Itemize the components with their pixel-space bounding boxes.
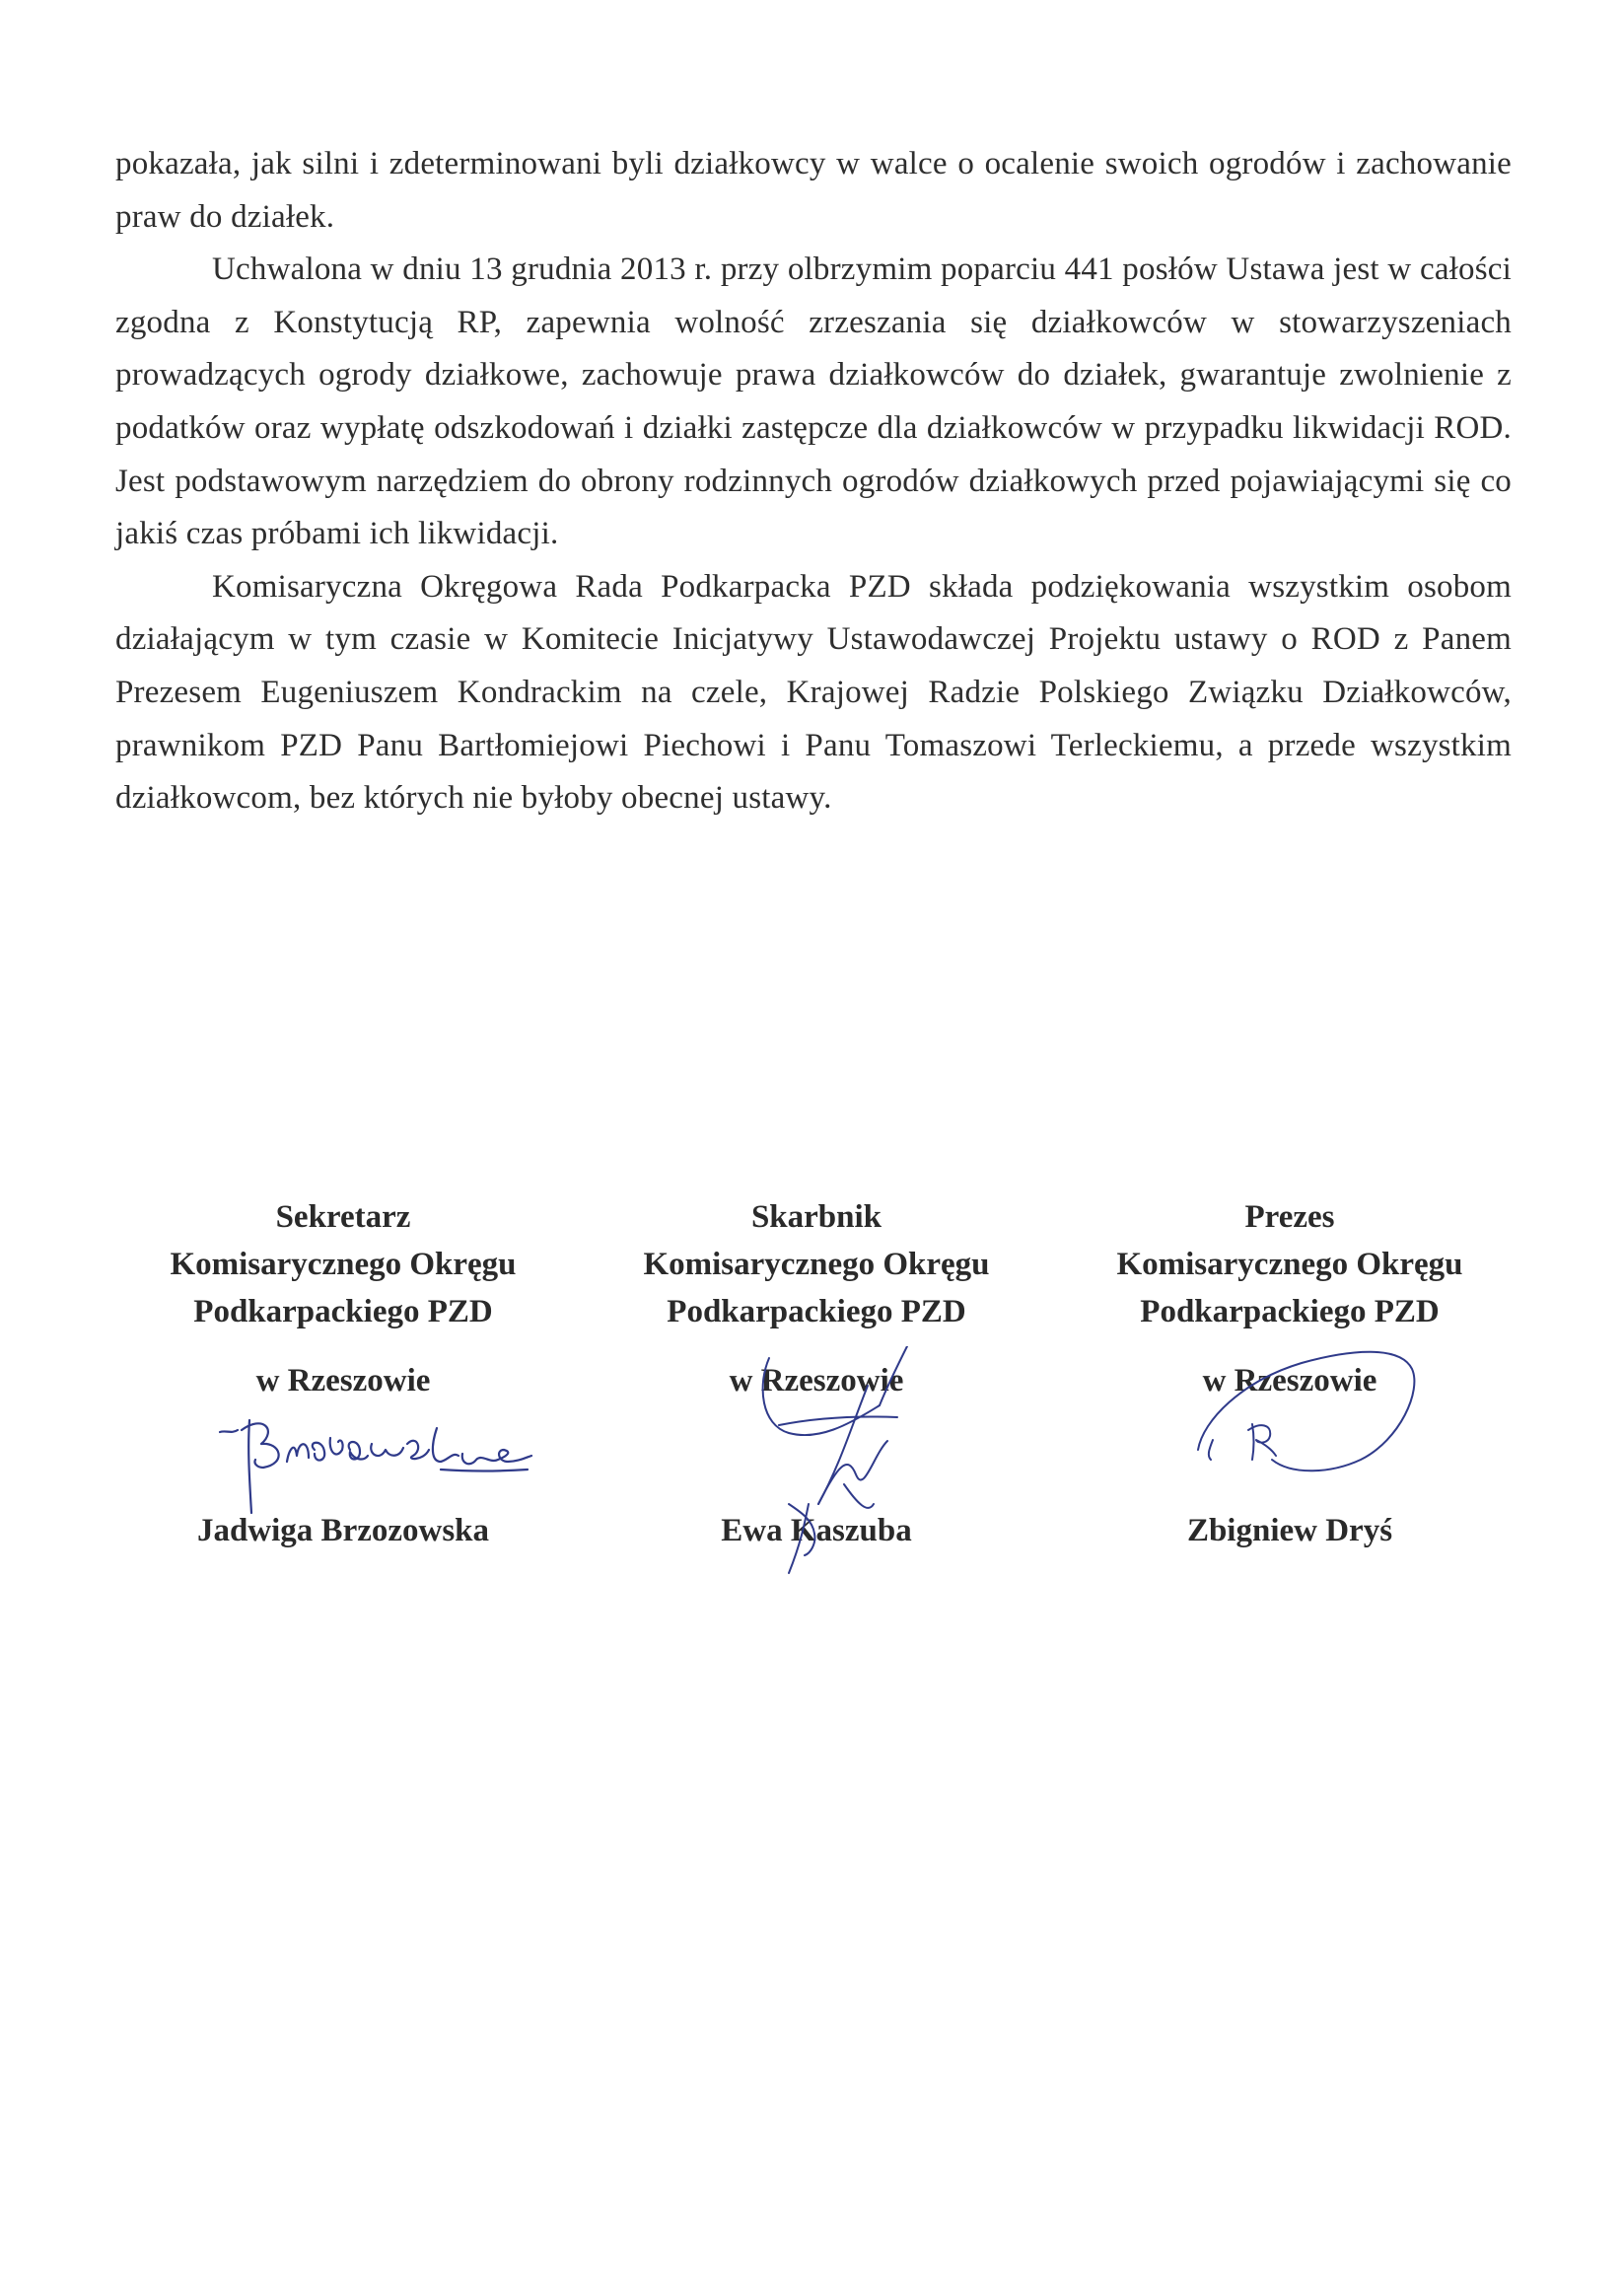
signatory-role: Skarbnik [750,1199,882,1235]
paragraph-1: pokazała, jak silni i zdeterminowani byli działkowcy w walce o ocalenie swoich ogrodów i zachowanie praw do działek. [115,146,1512,235]
signature-block-treasurer [600,1193,1033,1548]
handwritten-signature-brzozowska [212,1410,537,1519]
paragraph-2: Uchwalona w dniu 13 grudnia 2013 r. przy olbrzymim poparciu 441 posłów Ustawa jest w całości zgodna z Konstytucją RP, zapewnia wolność zrzeszania się działkowców w stowarzyszeniach prowadzących ogrody działkowe, zachowuje prawa działkowców do działek, gwarantuje zwolnienie z podatków oraz wypłatę odszkodowań i działki zastępcze dla działkowców w przypadku likwidacji ROD. Jest podstawowym narzędziem do obrony rodzinnych ogrodów działkowych przed pojawiającymi się co jakiś czas próbami ich likwidacji. [115,251,1512,552]
signatory-role: Prezes [1244,1199,1335,1235]
paragraph-3: Komisaryczna Okręgowa Rada Podkarpacka PZD składa podziękowania wszystkim osobom działającym w tym czasie w Komitecie Inicjatywy Ustawodawczej Projektu ustawy o ROD z Panem Prezesem Eugeniuszem Kondrackim na czele, Krajowej Radzie Polskiego Związku Działkowców, prawnikom PZD Panu Bartłomiejowi Piechowi i Panu Tomaszowi Terleckiemu, a przede wszystkim działkowcom, bez których nie byłoby obecnej ustawy. [115,568,1512,817]
signatory-org-line-2: Podkarpackiego PZD [667,1294,966,1329]
signatory-org-line-1: Komisarycznego Okręgu [643,1247,990,1282]
signatory-city: w Rzeszowie [1202,1363,1377,1399]
signatory-city: w Rzeszowie [729,1363,904,1399]
signatory-name: Jadwiga Brzozowska [196,1513,490,1548]
signature-block-president [1073,1193,1507,1548]
signatory-city: w Rzeszowie [255,1363,431,1399]
signatory-org-line-1: Komisarycznego Okręgu [170,1247,517,1282]
signatory-org-line-2: Podkarpackiego PZD [1140,1294,1440,1329]
signatory-name: Zbigniew Dryś [1186,1513,1393,1548]
signatory-name: Ewa Kaszuba [721,1513,912,1548]
signatory-role: Sekretarz [275,1199,411,1235]
letter-body [115,138,1512,825]
signatory-org-line-1: Komisarycznego Okręgu [1116,1247,1463,1282]
signatory-org-line-2: Podkarpackiego PZD [193,1294,493,1329]
signature-block-secretary [126,1193,560,1548]
